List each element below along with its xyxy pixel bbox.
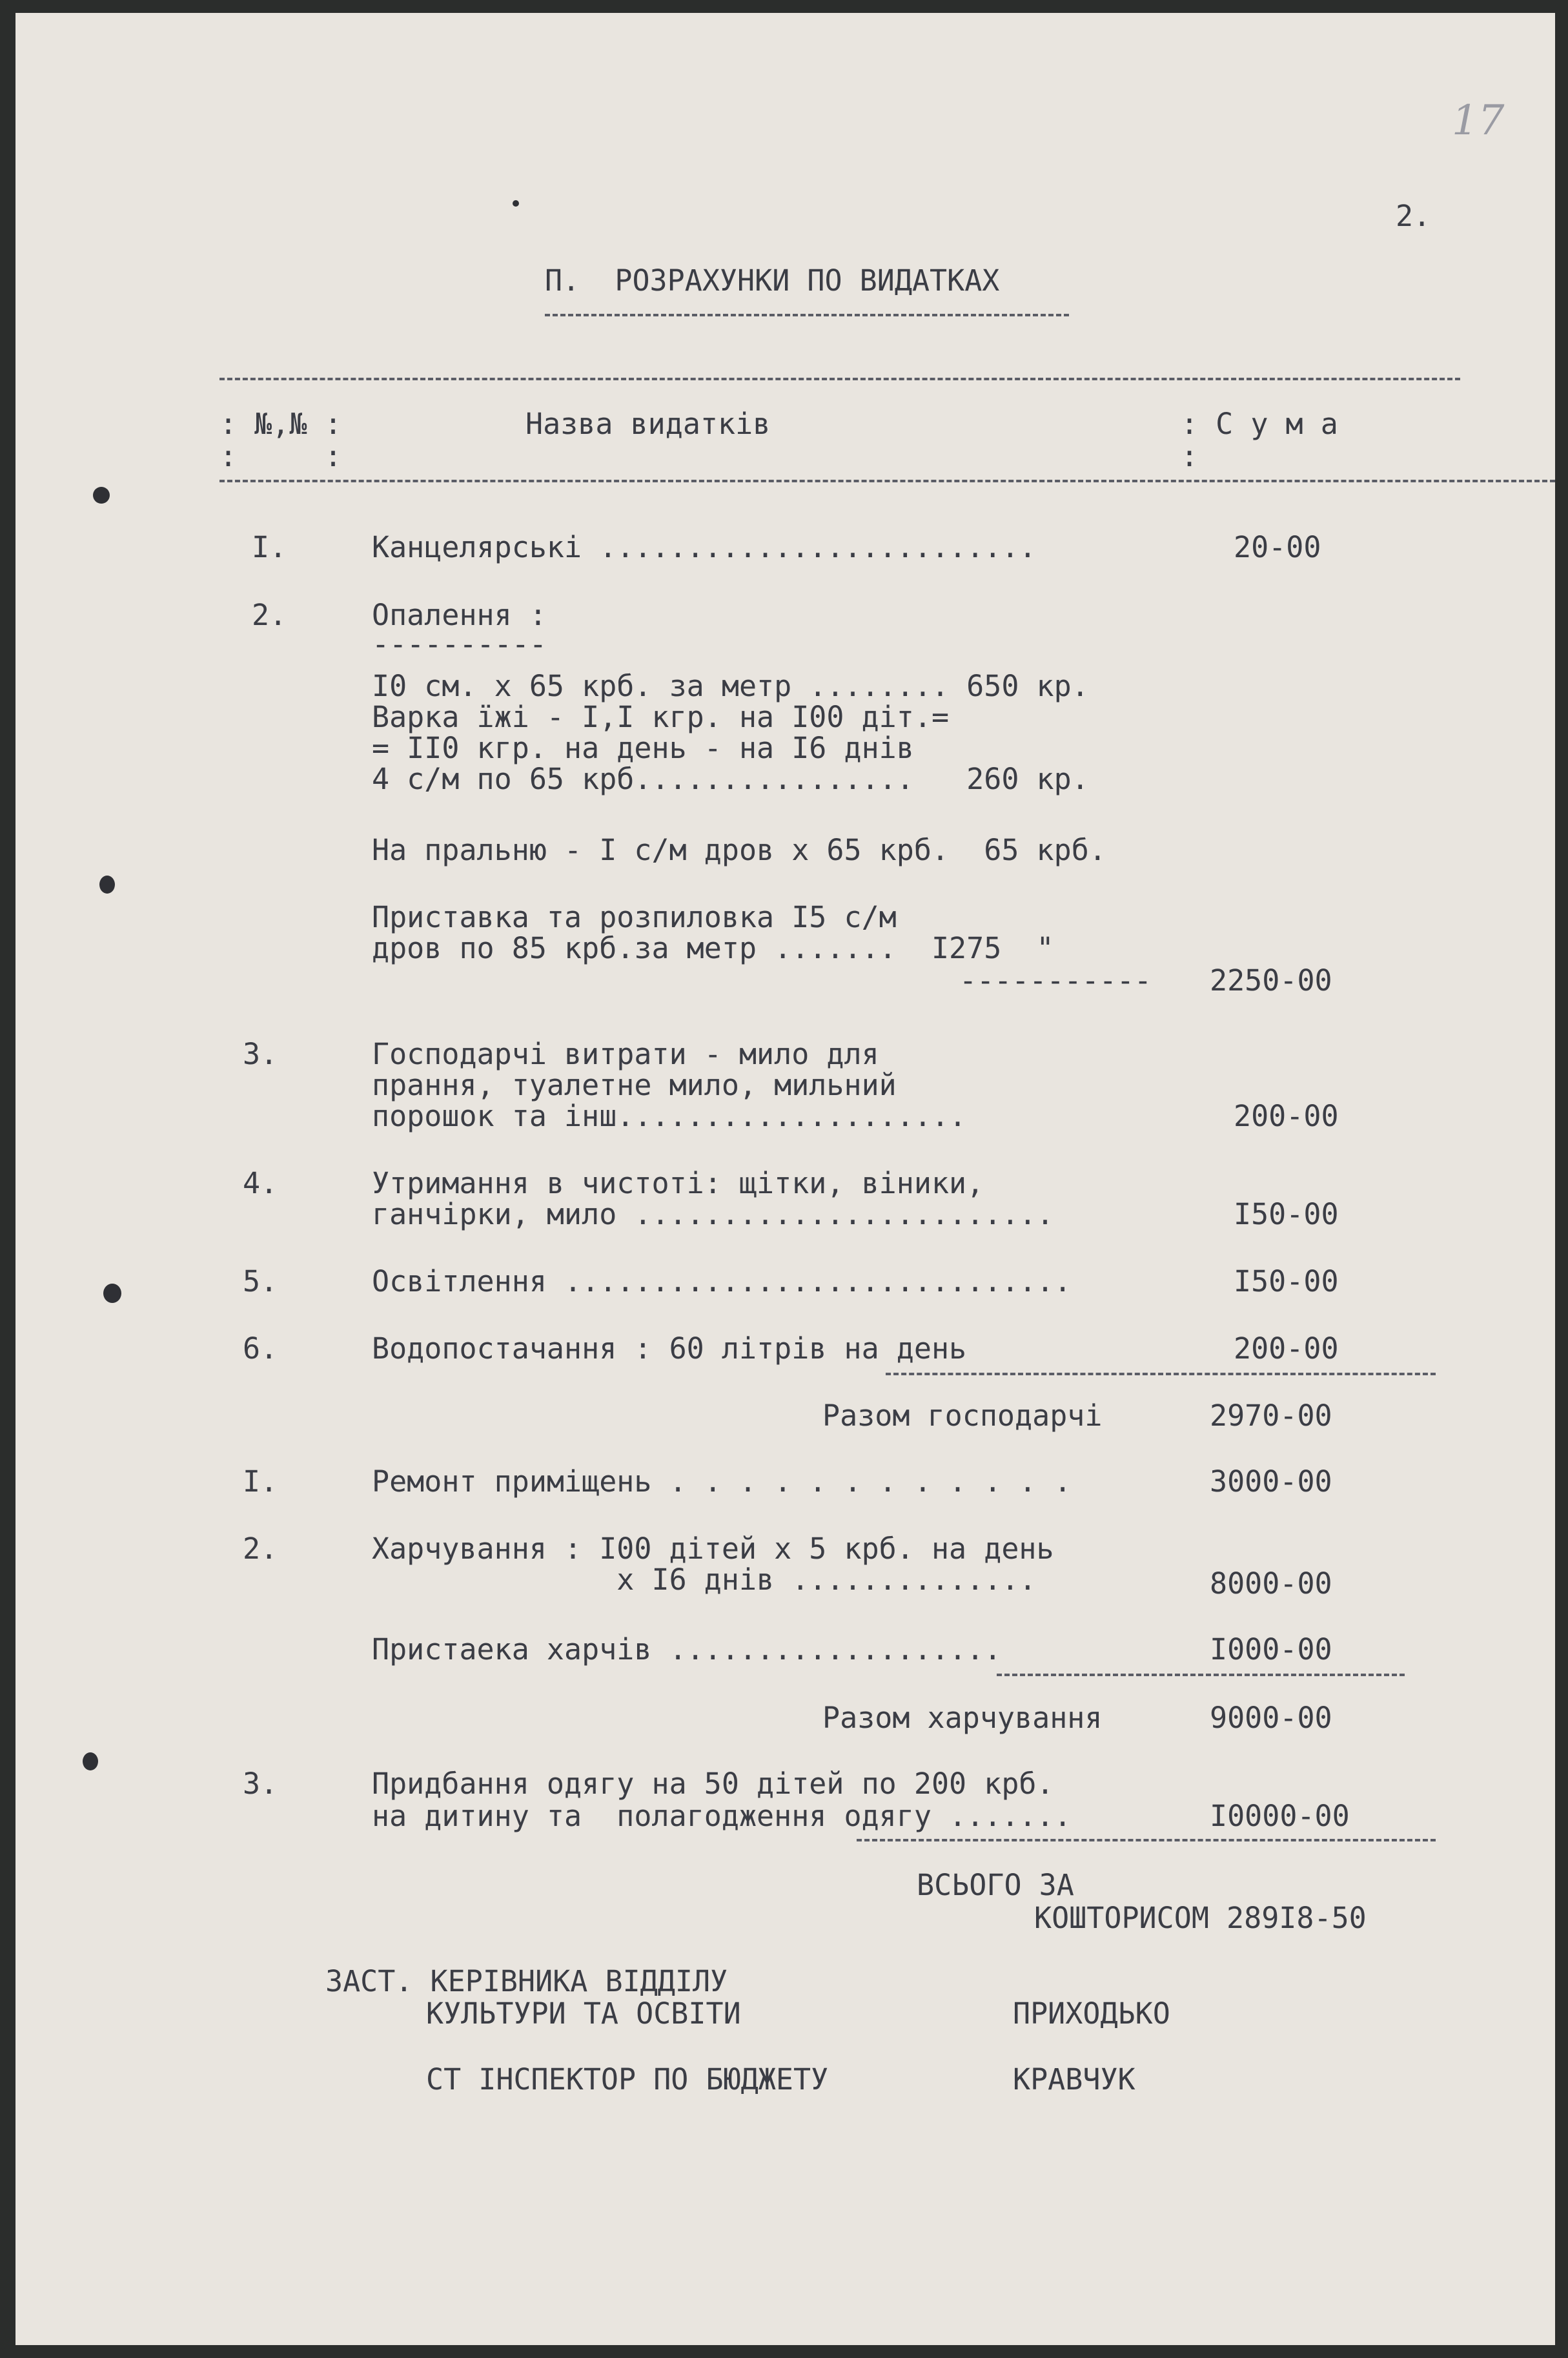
header-number-colons: : : [219,439,342,473]
title-underline [545,314,1069,316]
total-label: Разом господарчі [822,1399,1103,1433]
signature-title: СТ ІНСПЕКТОР ПО БЮДЖЕТУ [426,2062,829,2097]
item-text: Ремонт приміщень . . . . . . . . . . . . [372,1464,1072,1499]
total-rule [886,1373,1436,1375]
signature-name: КРАВЧУК [1013,2062,1135,2097]
item-line: Варка їжі - І,І кгр. на І00 діт.= [372,700,950,734]
header-top-rule [219,378,1460,380]
item-number: 3. [243,1037,278,1071]
item-number: 6. [243,1331,278,1366]
item-number: 5. [243,1264,278,1298]
header-number-column: : №,№ : [219,407,342,441]
section-title: П. РОЗРАХУНКИ ПО ВИДАТКАХ [545,263,1000,298]
item-line: 4 с/м по 65 крб................ 260 кр. [372,762,1089,796]
item-amount: 20-00 [1234,530,1321,564]
item-number: І. [243,1464,278,1499]
item-amount: 2250-00 [1210,963,1332,998]
punch-mark [93,487,110,504]
subtotal-dashes: ----------- [959,963,1152,998]
item-line: На пральню - І с/м дров х 65 крб. 65 крб. [372,833,1106,867]
total-amount: 9000-00 [1210,1701,1332,1735]
header-sum-column: : С у м а [1181,407,1338,441]
signature-title: ЗАСТ. КЕРІВНИКА ВІДДІЛУ [325,1964,728,1998]
signature-name: ПРИХОДЬКО [1013,1996,1170,2031]
item-line: = ІІ0 кгр. на день - на І6 днів [372,731,914,765]
total-label: Разом харчування [822,1701,1103,1735]
item-line: Утримання в чистоті: щітки, віники, [372,1166,984,1200]
item-amount: 200-00 [1234,1099,1339,1133]
archive-sheet-number: 17 [1452,97,1505,145]
item-line: на дитину та полагодження одягу ....... [372,1799,1072,1833]
item-line: прання, туалетне мило, мильний [372,1068,897,1102]
item-amount: І000-00 [1210,1632,1332,1666]
header-name-column: Назва видатків [525,407,771,441]
total-amount: 2970-00 [1210,1399,1332,1433]
item-line: Харчування : І00 дітей х 5 крб. на день [372,1532,1054,1566]
item-number: І. [252,530,287,564]
item-line: Господарчі витрати - мило для [372,1037,879,1071]
signature-title: КУЛЬТУРИ ТА ОСВІТИ [426,1996,741,2031]
grand-total-value: КОШТОРИСОМ 289І8-50 [1034,1901,1367,1935]
punch-mark [103,1284,121,1303]
punch-mark [99,876,115,894]
item-line: Придбання одягу на 50 дітей по 200 крб. [372,1767,1054,1801]
item-amount: 200-00 [1234,1331,1339,1366]
page-number: 2. [1396,199,1431,233]
header-bottom-rule [219,480,1555,482]
grand-total-label: ВСЬОГО ЗА [917,1868,1074,1902]
item-text: Пристаека харчів ................... [372,1632,1002,1666]
item-number: 2. [243,1532,278,1566]
item-underline: ---------- [372,627,547,661]
item-text: Канцелярські ......................... [372,530,1037,564]
item-line: х І6 днів .............. [372,1563,1037,1597]
item-line: дров по 85 крб.за метр ....... І275 " [372,931,1054,965]
item-line: Приставка та розпиловка І5 с/м [372,900,897,934]
punch-mark [83,1752,98,1770]
item-amount: 3000-00 [1210,1464,1332,1499]
item-line: І0 см. х 65 крб. за метр ........ 650 кр. [372,669,1089,703]
total-rule [997,1674,1405,1676]
item-number: 2. [252,598,287,632]
item-text: Водопостачання : 60 літрів на день [372,1331,967,1366]
document-page [15,13,1555,2345]
item-line: ганчірки, мило ........................ [372,1197,1054,1231]
item-amount: 8000-00 [1210,1566,1332,1601]
header-sum-colon: : [1181,439,1199,473]
item-text: Опалення : [372,598,547,632]
item-amount: І50-00 [1234,1264,1339,1298]
ink-speck [513,200,519,207]
item-number: 3. [243,1767,278,1801]
item-amount: І0000-00 [1210,1799,1350,1833]
item-line: порошок та інш.................... [372,1099,967,1133]
item-amount: І50-00 [1234,1197,1339,1231]
item-number: 4. [243,1166,278,1200]
item-text: Освітлення ............................. [372,1264,1072,1298]
grand-total-rule [857,1839,1436,1841]
